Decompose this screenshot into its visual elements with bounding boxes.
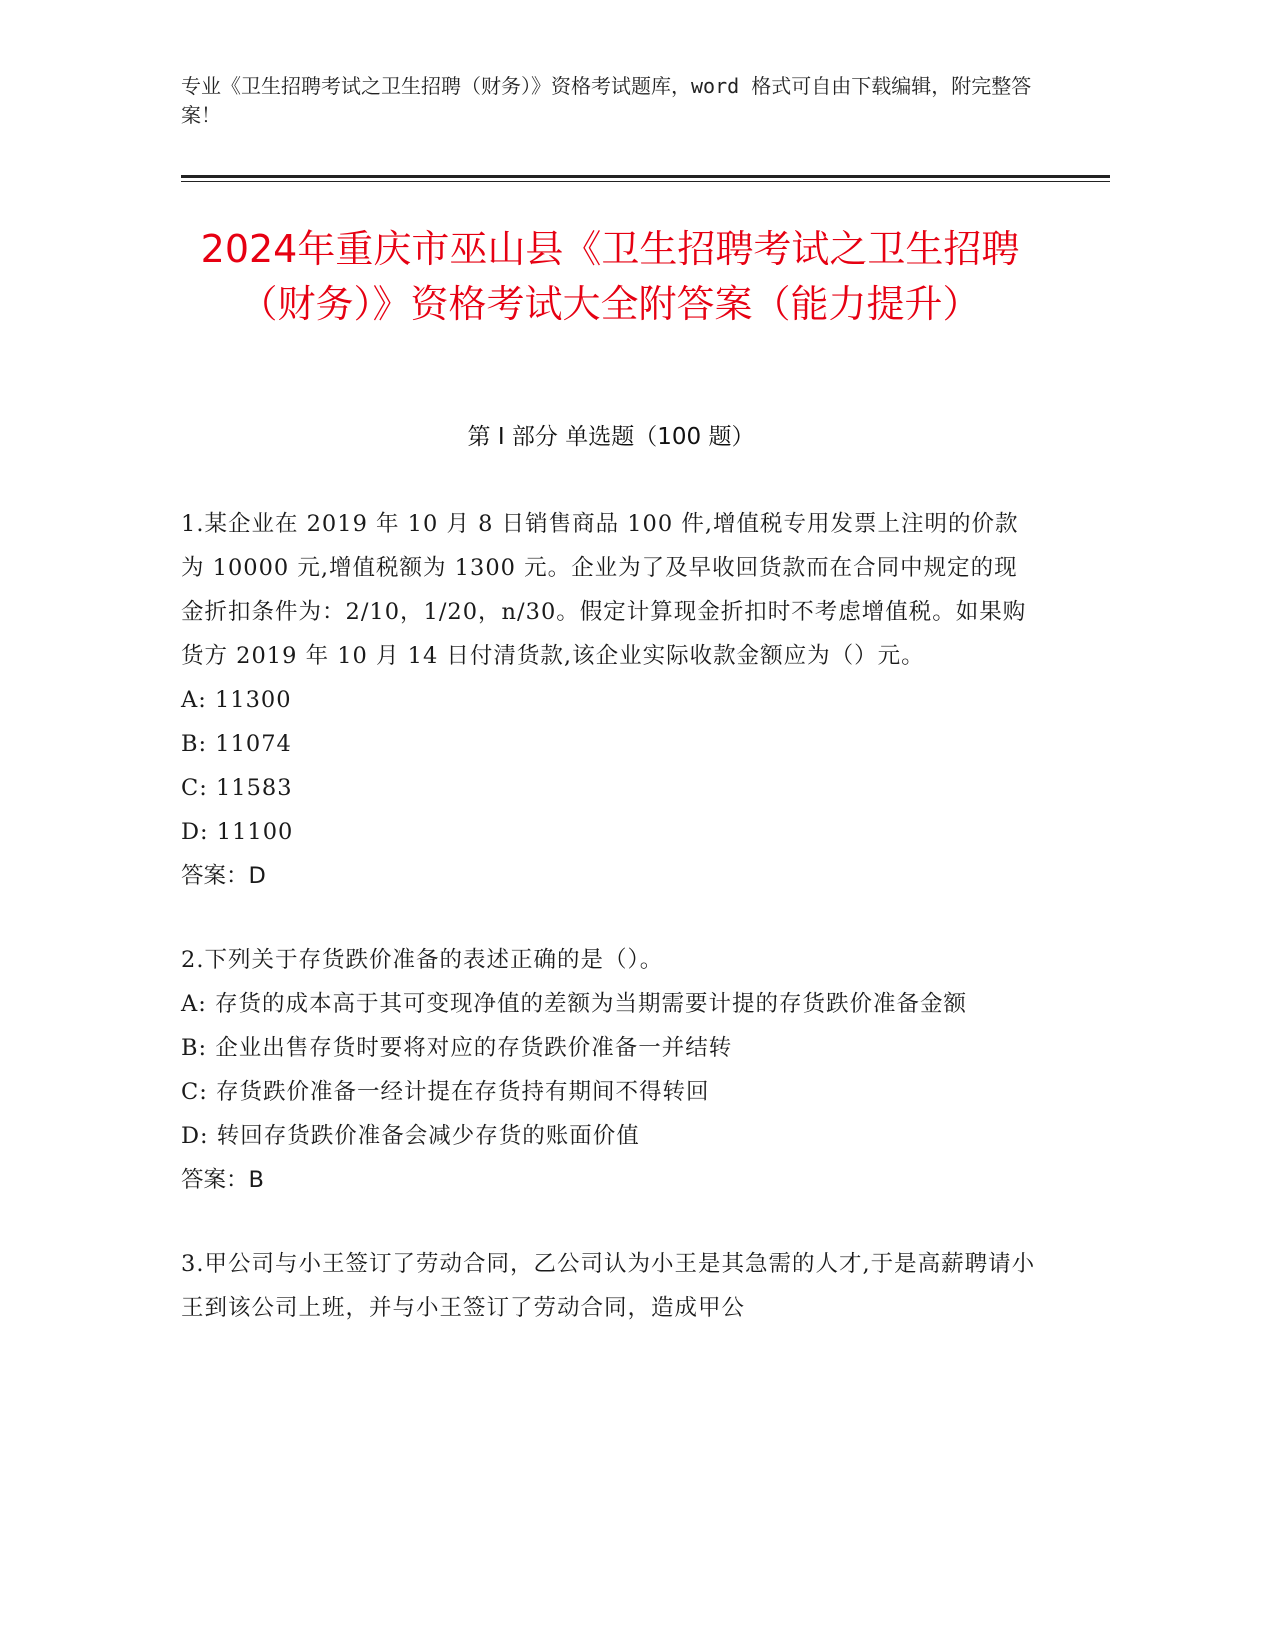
- question-stem: 3.甲公司与小王签订了劳动合同，乙公司认为小王是其急需的人才,于是高薪聘请小王到该公司上班，并与小王签订了劳动合同，造成甲公: [181, 1251, 1036, 1321]
- answer-label: 答案：D: [181, 863, 266, 889]
- document-title: 2024年重庆市巫山县《卫生招聘考试之卫生招聘（财务）》资格考试大全附答案（能力提升）: [200, 227, 1020, 326]
- question-2: [181, 938, 1041, 1202]
- question-3: [181, 1242, 1041, 1330]
- option-b: B: 企业出售存货时要将对应的存货跌价准备一并结转: [181, 1035, 733, 1061]
- option-a: A: 11300: [181, 687, 292, 713]
- section-title: 第 I 部分 单选题（100 题）: [467, 424, 755, 450]
- option-d: D: 转回存货跌价准备会减少存货的账面价值: [181, 1123, 640, 1149]
- question-list: [181, 502, 1041, 1370]
- header-divider-thin: [181, 181, 1110, 182]
- question-stem: 1.某企业在 2019 年 10 月 8 日销售商品 100 件,增值税专用发票上注明的价款为 10000 元,增值税额为 1300 元。企业为了及早收回货款而在合同中规定的现金折扣条件为：2/10，1/20，n/30。假定计算现金折扣时不考虑增值税。如果购货方 2019 年 10 月 14 日付清货款,该企业实际收款金额应为（）元。: [181, 511, 1027, 669]
- question-1: [181, 502, 1041, 898]
- header-divider-thick: [181, 175, 1110, 178]
- option-b: B: 11074: [181, 731, 292, 757]
- option-c: C: 11583: [181, 775, 293, 801]
- header-note: 专业《卫生招聘考试之卫生招聘（财务）》资格考试题库，word 格式可自由下载编辑，附完整答案！: [181, 74, 1032, 127]
- option-d: D: 11100: [181, 819, 294, 845]
- question-stem: 2.下列关于存货跌价准备的表述正确的是（）。: [181, 947, 664, 973]
- option-a: A: 存货的成本高于其可变现净值的差额为当期需要计提的存货跌价准备金额: [181, 991, 967, 1017]
- answer-label: 答案：B: [181, 1167, 264, 1193]
- option-c: C: 存货跌价准备一经计提在存货持有期间不得转回: [181, 1079, 710, 1105]
